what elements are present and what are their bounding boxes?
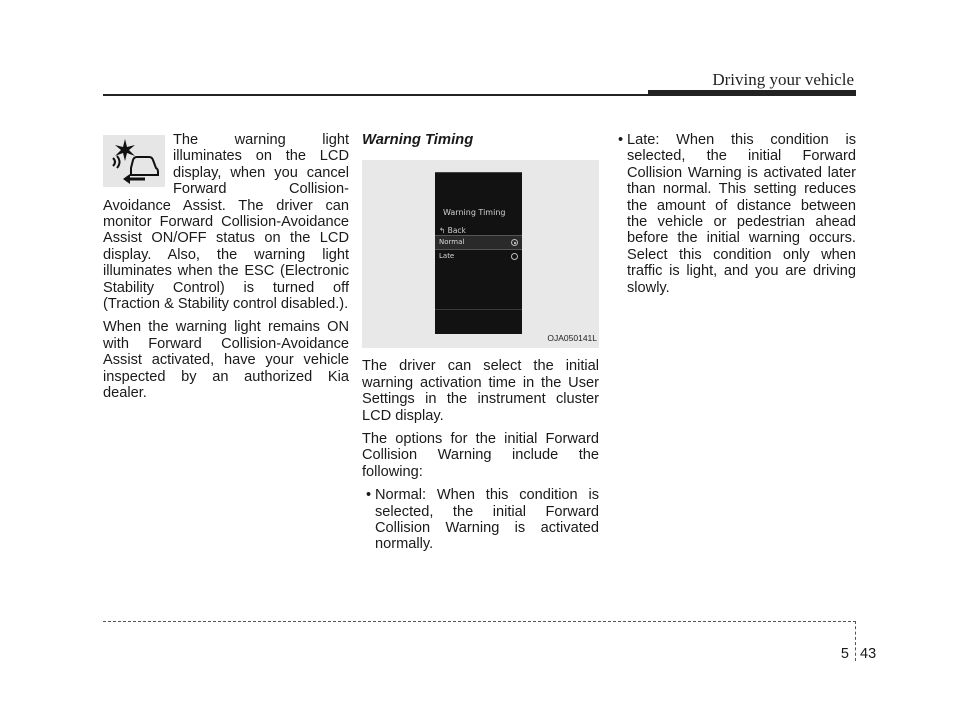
figure-code: OJA050141L xyxy=(547,333,597,343)
header-rule-accent xyxy=(648,90,856,96)
column-right xyxy=(614,132,856,303)
header-rule xyxy=(103,94,648,96)
bullet-dot: • xyxy=(618,132,624,148)
lcd-option-normal xyxy=(435,236,522,249)
lcd-figure xyxy=(362,160,599,348)
column-middle xyxy=(362,132,599,560)
footer-vertical-rule xyxy=(855,621,856,661)
fca-warning-icon xyxy=(103,135,165,187)
radio-selected-icon xyxy=(511,239,518,246)
running-header: Driving your vehicle xyxy=(712,70,854,89)
radio-unselected-icon xyxy=(511,253,518,260)
page-number: 43 xyxy=(860,646,877,662)
lcd-option-normal-label: Normal xyxy=(439,238,465,247)
inspection-paragraph: When the warning light remains ON with Forward Collision-Avoidance Assist activated, have your vehicle inspected by an authorized Kia dealer. xyxy=(103,319,349,402)
bullet-late xyxy=(614,132,856,296)
lcd-divider xyxy=(435,309,522,310)
footer-rule xyxy=(103,621,856,622)
section-heading: Warning Timing xyxy=(362,132,474,148)
lcd-back-label: Back xyxy=(447,226,466,236)
timing-intro-paragraph: The driver can select the initial warning activation time in the User Settings in the instrument cluster LCD display. xyxy=(362,358,599,424)
bullet-dot: • xyxy=(366,487,372,504)
back-arrow-icon: ↰ xyxy=(439,226,448,236)
lcd-option-late xyxy=(435,250,522,263)
lcd-title: Warning Timing xyxy=(443,208,506,218)
chapter-number: 5 xyxy=(840,646,849,662)
column-left xyxy=(103,132,349,409)
bullet-normal xyxy=(362,487,599,553)
bullet-normal-text: Normal: When this condition is selected, the initial Forward Collision Warning is activated normally. xyxy=(375,487,599,553)
warning-light-paragraph: The warning light illuminates on the LCD display, when you cancel Forward Collision-Avoidance Assist. The driver can monitor Forward Collision-Avoidance Assist ON/OFF status on the LCD display. Also, the warning light illuminates when the ESC (Electronic Stability Control) is turned off (Traction & Stability control disabled.). xyxy=(103,132,349,313)
lcd-option-late-label: Late xyxy=(439,252,455,261)
options-paragraph: The options for the initial Forward Collision Warning include the following: xyxy=(362,431,599,480)
bullet-late-text: Late: When this condition is selected, the initial Forward Collision Warning is activated later than normal. This setting reduces the amount of distance between the vehicle or pedestrian ahead before the initial warning occurs. Select this condition only when traffic is light, and you are driving slowly. xyxy=(627,132,856,296)
lcd-display xyxy=(435,172,522,334)
